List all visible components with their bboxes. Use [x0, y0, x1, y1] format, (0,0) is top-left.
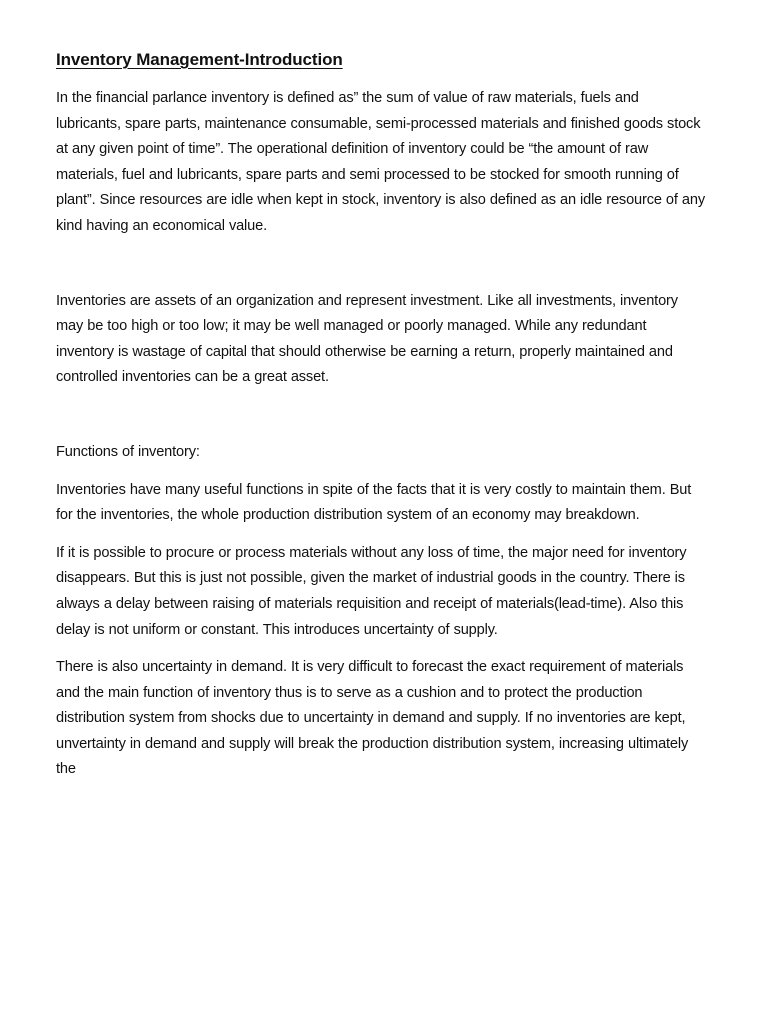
- paragraph-supply-uncertainty: If it is possible to procure or process materials without any loss of time, the major need for inventory disappears. But this is just not possible, given the market of industrial goods in the country. There is always a delay between raising of materials requisition and receipt of materials(lead-time). Also this delay is not uniform or constant. This introduces uncertainty of supply.: [56, 544, 687, 638]
- paragraph-spacer: [56, 529, 706, 541]
- paragraph-assets: Inventories are assets of an organization and represent investment. Like all investments, inventory may be too high or too low; it may be well managed or poorly managed. While any redundant inventory is wastage of capital that should otherwise be earning a return, properly maintained and controlled inventories can be a great asset.: [56, 292, 678, 386]
- paragraph-spacer: [56, 643, 706, 655]
- page-title: Inventory Management-Introduction: [56, 50, 343, 69]
- section-heading-functions: Functions of inventory:: [56, 443, 200, 460]
- paragraph-spacer: [56, 240, 706, 289]
- paragraph-demand-uncertainty: There is also uncertainty in demand. It is very difficult to forecast the exact requirement of materials and the main function of inventory thus is to serve as a cushion and to protect the production distribution system from shocks due to uncertainty in demand and supply. If no inventories are kept, unvertainty in demand and supply will break the production distribution system, increasing ultimately the: [56, 659, 689, 778]
- paragraph-spacer: [56, 391, 706, 440]
- paragraph-useful-functions: Inventories have many useful functions in spite of the facts that it is very costly to maintain them. But for the inventories, the whole production distribution system of an economy may breakdown.: [56, 481, 692, 524]
- paragraph-spacer: [56, 466, 706, 478]
- paragraph-definition: In the financial parlance inventory is defined as” the sum of value of raw materials, fuels and lubricants, spare parts, maintenance consumable, semi-processed materials and finished goods stock at any given point of time”. The operational definition of inventory could be “the amount of raw materials, fuel and lubricants, spare parts and semi processed to be stocked for smooth running of plant”. Since resources are idle when kept in stock, inventory is also defined as an idle resource of any kind having an economical value.: [56, 90, 705, 234]
- document-body: [56, 48, 706, 783]
